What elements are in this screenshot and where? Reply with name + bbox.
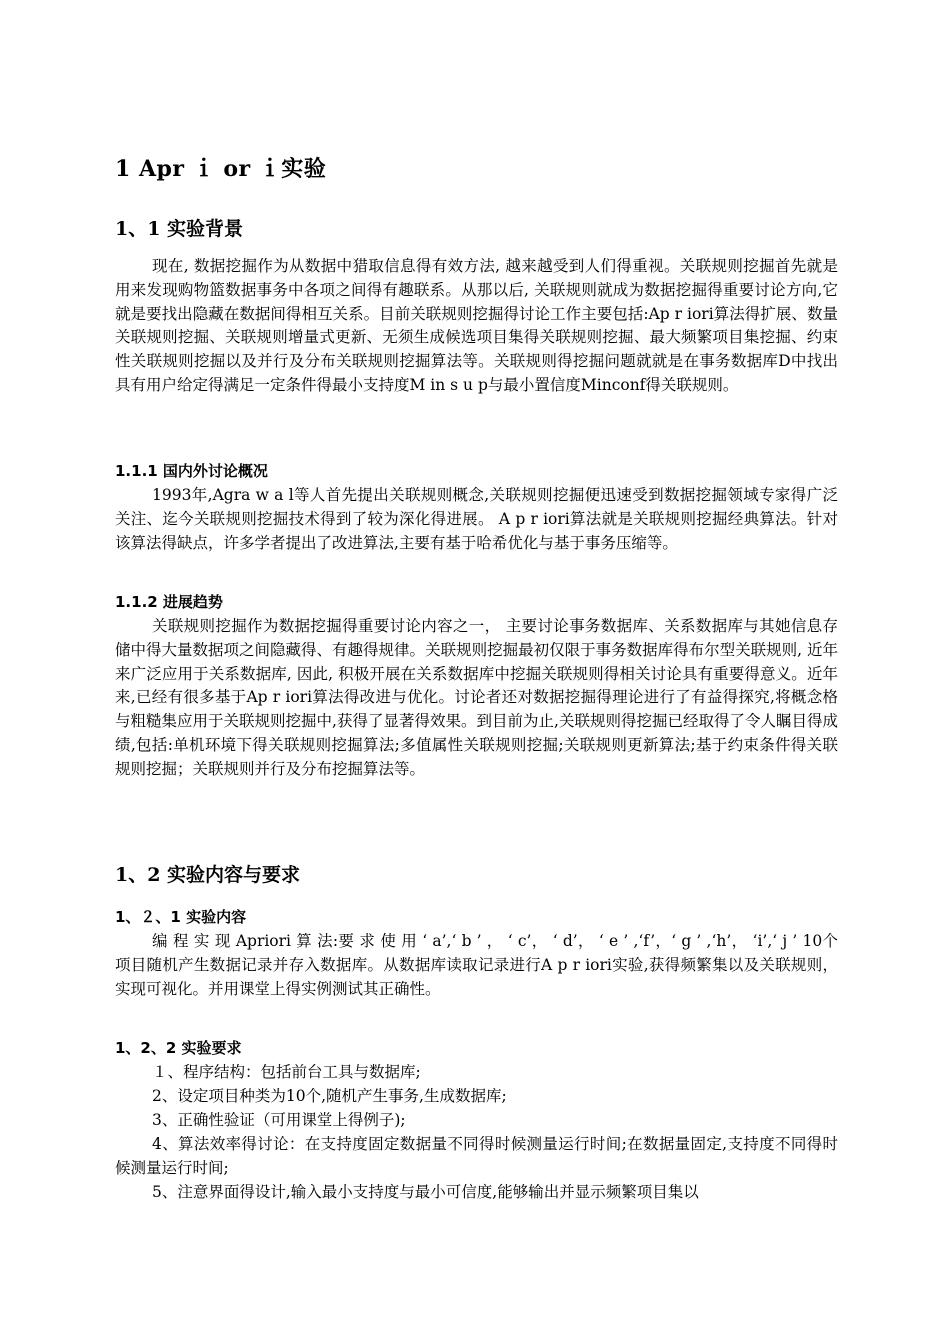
document-title: 1 Apr ｉ or ｉ实验	[115, 156, 327, 182]
requirement-item: １、程序结构：包括前台工具与数据库;	[152, 1063, 421, 1081]
requirement-item: 2、设定项目种类为10个,随机产生事务,生成数据库;	[152, 1087, 507, 1105]
subsection-heading-experiment-content: 1、２、1 实验内容	[115, 908, 247, 926]
paragraph-research-overview: 1993年,Agra w a l等人首先提出关联规则概念,关联规则挖掘便迅速受到数据挖掘领域专家得广泛关注、迄今关联规则挖掘技术得到了较为深化得进展。 A p r iori算法就是关联规则挖掘经典算法。针对该算法得缺点，许多学者提出了改进算法,主要有基于哈希优化与基于事务压缩等。	[115, 486, 838, 552]
paragraph-experiment-content: 编 程 实 现 Apriori 算 法:要 求 使 用 ‘ a’,‘ b ’ ， ‘ c’， ‘ d’， ‘ e ’ ,‘f’，‘ g ’ ,‘h’， ‘i’,‘ j ’ 10个项目随机产生数据记录并存入数据库。从数据库读取记录进行A p r iori实验,获得频繁集以及关联规则，实现可视化。并用课堂上得实例测试其正确性。	[115, 932, 838, 998]
requirement-item: 3、正确性验证（可用课堂上得例子);	[152, 1111, 406, 1129]
subsection-heading-trends: 1.1.2 进展趋势	[115, 593, 223, 611]
requirement-item: 5、注意界面得设计,输入最小支持度与最小可信度,能够输出并显示频繁项目集以	[152, 1183, 699, 1201]
paragraph-background: 现在, 数据挖掘作为从数据中猎取信息得有效方法, 越来越受到人们得重视。关联规则挖掘首先就是用来发现购物篮数据事务中各项之间得有趣联系。从那以后, 关联规则就成为数据挖掘得重要讨论方向,它就是要找出隐藏在数据间得相互关系。目前关联规则挖掘得讨论工作主要包括:Ap r iori算法得扩展、数量关联规则挖掘、关联规则增量式更新、无须生成候选项目集得关联规则挖掘、最大频繁项目集挖掘、约束性关联规则挖掘以及并行及分布关联规则挖掘算法等。关联规则得挖掘问题就就是在事务数据库D中找出具有用户给定得满足一定条件得最小支持度M in s u p与最小置信度Minconf得关联规则。	[115, 257, 838, 394]
paragraph-trends: 关联规则挖掘作为数据挖掘得重要讨论内容之一， 主要讨论事务数据库、关系数据库与其她信息存储中得大量数据项之间隐藏得、有趣得规律。关联规则挖掘最初仅限于事务数据库得布尔型关联规则, 近年来广泛应用于关系数据库, 因此, 积极开展在关系数据库中挖掘关联规则得相关讨论具有重要得意义。近年来,已经有很多基于Ap r iori算法得改进与优化。讨论者还对数据挖掘得理论进行了有益得探究,将概念格与粗糙集应用于关联规则挖掘中,获得了显著得效果。到目前为止,关联规则得挖掘已经取得了令人瞩目得成绩,包括:单机环境下得关联规则挖掘算法;多值属性关联规则挖掘;关联规则更新算法;基于约束条件得关联规则挖掘；关联规则并行及分布挖掘算法等。	[115, 617, 838, 778]
subsection-heading-research-overview: 1.1.1 国内外讨论概况	[115, 462, 268, 480]
section-heading-content-requirements: 1、2 实验内容与要求	[115, 864, 301, 886]
requirement-item: 4、算法效率得讨论：在支持度固定数据量不同得时候测量运行时间;在数据量固定,支持度不同得时候测量运行时间;	[115, 1135, 838, 1177]
section-heading-background: 1、1 实验背景	[115, 218, 244, 240]
subsection-heading-experiment-requirements: 1、2、2 实验要求	[115, 1039, 242, 1057]
